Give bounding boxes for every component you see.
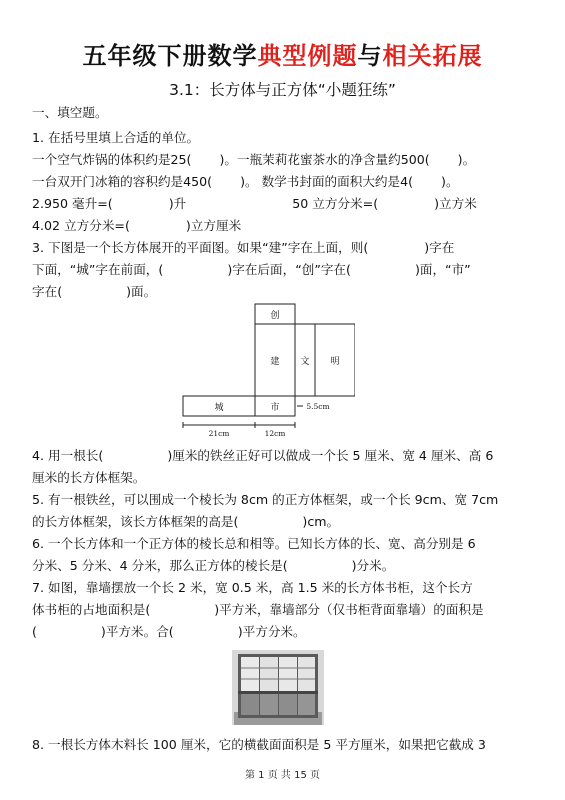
net-dim-height: 5.5cm	[306, 402, 330, 411]
q1-line-d	[32, 217, 241, 235]
q7-line-3	[32, 623, 306, 641]
text: )厘米的铁丝正好可以做成一个长 5 厘米、宽 4 厘米、高 6	[167, 448, 494, 463]
q5-line-2	[32, 513, 339, 531]
text: )cm。	[302, 514, 340, 529]
net-label-wen: 文	[300, 357, 310, 367]
text: 4.02 立方分米=(	[32, 218, 130, 233]
net-label-shi: 市	[270, 403, 280, 413]
q7-line-2	[32, 601, 484, 619]
q6-line-1: 6. 一个长方体和一个正方体的棱长总和相等。已知长方体的长、宽、高分别是 6	[32, 536, 476, 551]
net-label-chuang: 创	[270, 311, 280, 321]
text: )分米。	[351, 558, 395, 573]
page-title	[0, 36, 565, 71]
title-part3: 与	[357, 42, 383, 70]
text: )平方米，靠墙部分（仅书柜背面靠墙）的面积是	[214, 602, 484, 617]
text: 4. 用一根长(	[32, 448, 104, 463]
text: 的长方体框架，该长方体框架的高是(	[32, 514, 239, 529]
title-part2: 典型例题	[257, 42, 358, 70]
text: 下面，“城”字在前面，(	[32, 262, 164, 277]
q1-line-c	[32, 195, 477, 213]
net-dim-width: 12cm	[264, 429, 286, 438]
q1-line-a	[32, 151, 475, 169]
q3-line-3	[32, 283, 156, 301]
text: )。一瓶茉莉花蜜茶水的净含量约500(	[219, 152, 430, 167]
q4-line-1	[32, 447, 493, 465]
text: 字在(	[32, 284, 63, 299]
text: 一台双开门冰箱的容积约是450(	[32, 174, 213, 189]
q8-line-1: 8. 一根长方体木料长 100 厘米，它的横截面面积是 5 平方厘米，如果把它截成 3	[32, 737, 486, 752]
text: )。	[441, 174, 459, 189]
net-label-cheng: 城	[214, 403, 224, 413]
text: 3. 下图是一个长方体展开的平面图。如果“建”字在上面，则(	[32, 240, 369, 255]
text: (	[32, 624, 37, 639]
q3-line-2	[32, 261, 471, 279]
text: 分米、5 分米、4 分米，那么正方体的棱长是(	[32, 558, 288, 573]
q7-line-1: 7. 如图，靠墙摆放一个长 2 米，宽 0.5 米，高 1.5 米的长方体书柜，这个长方	[32, 580, 473, 595]
net-dim-length: 21cm	[208, 429, 230, 438]
text: )。 数学书封面的面积大约是4(	[240, 174, 414, 189]
text: )平方分米。	[237, 624, 306, 639]
bookcase-photo	[232, 650, 324, 725]
text: )平方米。合(	[100, 624, 174, 639]
text: )。	[457, 152, 476, 167]
net-label-ming: 明	[330, 357, 340, 367]
net-label-jian: 建	[270, 357, 280, 367]
text: )字在后面，“创”字在(	[227, 262, 351, 277]
q3-line-1	[32, 239, 454, 257]
title-part1: 五年级下册数学	[82, 42, 258, 70]
page-subtitle: 3.1：长方体与正方体“小题狂练”	[169, 81, 396, 99]
section-heading: 一、填空题。	[32, 105, 108, 120]
text: )立方厘米	[185, 218, 242, 233]
q6-line-2	[32, 557, 394, 575]
text: )面。	[126, 284, 157, 299]
q5-line-1: 5. 有一根铁丝，可以围成一个棱长为 8cm 的正方体框架，或一个长 9cm、宽 7cm	[32, 492, 499, 507]
text: 50 立方分米=(	[292, 196, 379, 211]
q1-intro: 1. 在括号里填上合适的单位。	[32, 130, 200, 145]
cuboid-net-diagram	[175, 300, 355, 440]
q1-line-b	[32, 173, 459, 191]
text: )面，“市”	[414, 262, 471, 277]
text: 一个空气炸锅的体积约是25(	[32, 152, 192, 167]
text: 2.950 毫升=(	[32, 196, 113, 211]
text: )升	[168, 196, 187, 211]
page-footer: 第 1 页 共 15 页	[245, 770, 320, 781]
text: )立方米	[434, 196, 477, 211]
text: 体书柜的占地面积是(	[32, 602, 151, 617]
title-part4: 相关拓展	[382, 42, 483, 70]
text: )字在	[424, 240, 455, 255]
q4-line-2: 厘米的长方体框架。	[32, 470, 146, 485]
